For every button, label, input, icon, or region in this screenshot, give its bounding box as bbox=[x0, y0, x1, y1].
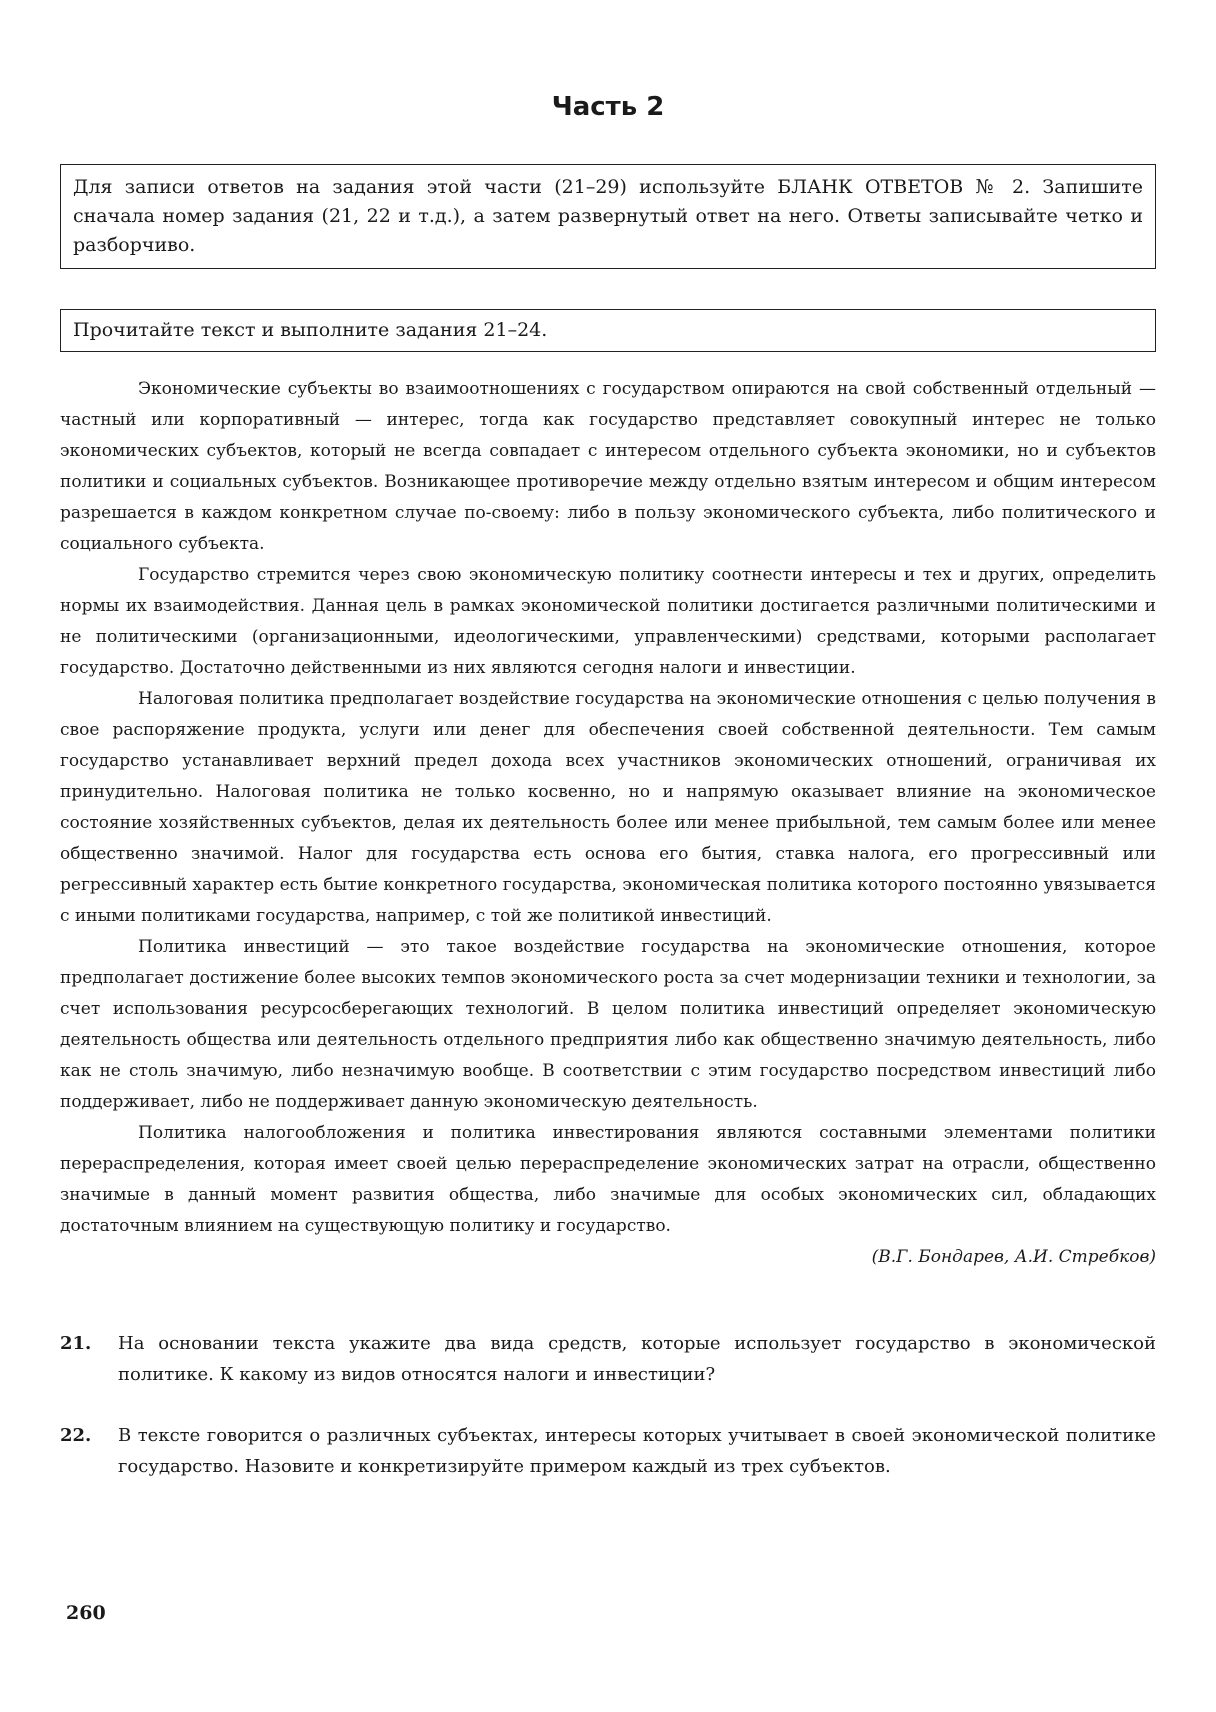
passage bbox=[60, 374, 1156, 1273]
task-text: На основании текста укажите два вида средств, которые использует государство в экономической политике. К какому из видов относятся налоги и инвестиции? bbox=[118, 1333, 1156, 1385]
passage-paragraph: Налоговая политика предполагает воздействие государства на экономические отношения с целью получения в свое распоряжение продукта, услуги или денег для обеспечения своей собственной деятельности. Тем самым государство устанавливает верхний предел дохода всех участников экономических отношений, ограничивая их принудительно. Налоговая политика не только косвенно, но и напрямую оказывает влияние на экономическое состояние хозяйственных субъектов, делая их деятельность более или менее прибыльной, тем самым более или менее общественно значимой. Налог для государства есть основа его бытия, ставка налога, его прогрессивный или регрессивный характер есть бытие конкретного государства, экономическая политика которого постоянно увязывается с иными политиками государства, например, с той же политикой инвестиций. bbox=[60, 689, 1156, 926]
passage-paragraph: Политика инвестиций — это такое воздействие государства на экономические отношения, которое предполагает достижение более высоких темпов экономического роста за счет модернизации техники и технологии, за счет использования ресурсосберегающих технологий. В целом политика инвестиций определяет экономическую деятельность общества или деятельность отдельного предприятия либо как общественно значимую деятельность, либо как не столь значимую, либо незначимую вообще. В соответствии с этим государство посредством инвестиций либо поддерживает, либо не поддерживает данную экономическую деятельность. bbox=[60, 937, 1156, 1112]
task-number: 21. bbox=[60, 1333, 92, 1354]
task-number: 22. bbox=[60, 1425, 92, 1446]
document-page bbox=[60, 0, 1156, 1482]
part-title: Часть 2 bbox=[551, 92, 665, 122]
task-item bbox=[60, 1420, 1156, 1482]
passage-paragraph: Экономические субъекты во взаимоотношениях с государством опираются на свой собственный отдельный — частный или корпоративный — интерес, тогда как государство представляет совокупный интерес не только экономических субъектов, который не всегда совпадает с интересом отдельного субъекта экономики, но и субъектов политики и социальных субъектов. Возникающее противоречие между отдельно взятым интересом и общим интересом разрешается в каждом конкретном случае по-своему: либо в пользу экономического субъекта, либо политического и социального субъекта. bbox=[60, 379, 1156, 554]
page-number: 260 bbox=[66, 1602, 106, 1624]
passage-paragraph: Государство стремится через свою экономическую политику соотнести интересы и тех и других, определить нормы их взаимодействия. Данная цель в рамках экономической политики достигается различными политическими и не политическими (организационными, идеологическими, управленческими) средствами, которыми располагает государство. Достаточно действенными из них являются сегодня налоги и инвестиции. bbox=[60, 565, 1156, 678]
read-prompt-box: Прочитайте текст и выполните задания 21–24. bbox=[60, 309, 1156, 352]
instructions-box: Для записи ответов на задания этой части (21–29) используйте БЛАНК ОТВЕТОВ № 2. Запишите сначала номер задания (21, 22 и т.д.), а затем развернутый ответ на него. Ответы записывайте четко и разборчиво. bbox=[60, 164, 1156, 269]
task-text: В тексте говорится о различных субъектах, интересы которых учитывает в своей экономической политике государство. Назовите и конкретизируйте примером каждый из трех субъектов. bbox=[118, 1425, 1156, 1477]
passage-paragraph: Политика налогообложения и политика инвестирования являются составными элементами политики перераспределения, которая имеет своей целью перераспределение экономических затрат на отрасли, общественно значимые в данный момент развития общества, либо значимые для особых экономических сил, обладающих достаточным влиянием на существующую политику и государство. bbox=[60, 1123, 1156, 1236]
task-item bbox=[60, 1328, 1156, 1390]
passage-attribution: (В.Г. Бондарев, А.И. Стребков) bbox=[871, 1247, 1156, 1267]
